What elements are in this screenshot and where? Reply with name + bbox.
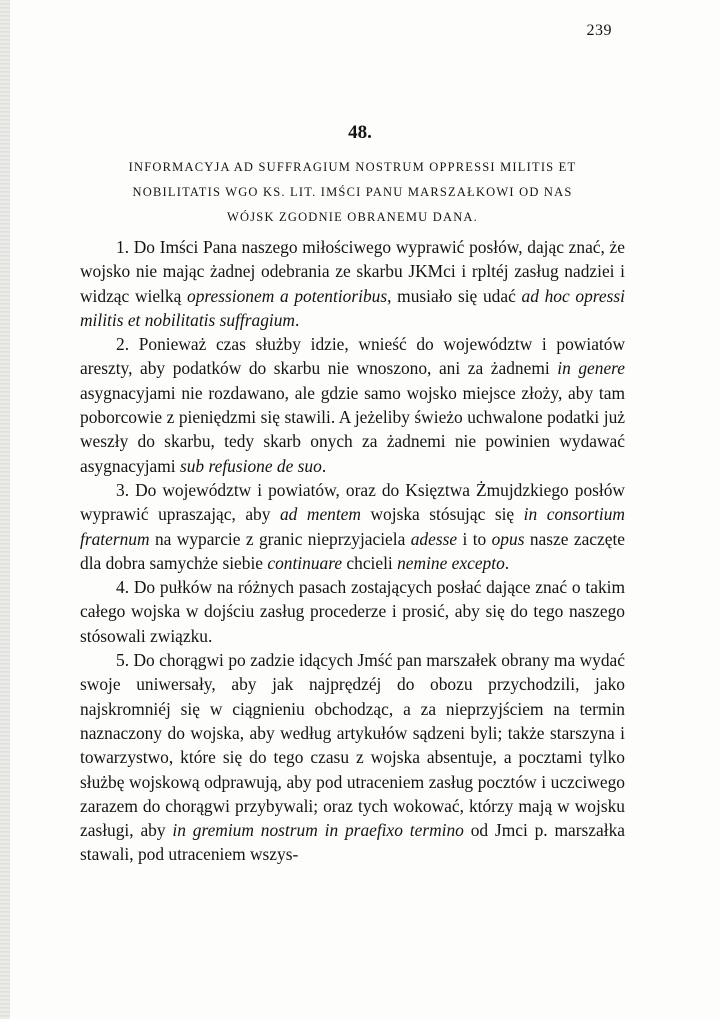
text-segment: . <box>321 455 327 476</box>
latin-phrase: continuare <box>267 552 343 573</box>
text-segment: 2. Ponieważ czas służby idzie, wnieść do województw i powiatów areszty, aby podatków do skarbu nie wnoszono, ani za żadnemi <box>80 334 625 379</box>
latin-phrase: in gremium nostrum in praefixo termino <box>172 820 464 841</box>
latin-phrase: in genere <box>557 358 626 379</box>
text-segment: 5. Do chorągwi po zadzie idących Jmść pan marszałek obrany ma wydać swoje uniwersały, aby jak najprędzéj do obozu przychodzili, jako najskromniéj się w ciągnieniu obchodząc, a za nieprzyjściem na termin naznaczony do wojska, aby według artykułów sądzeni byli; także starszyna i towarzystwo, które się do tego czasu z wojska absentuje, a pocztami tylko służbę wojskową odprawują, aby pod utraceniem zasług pocztów i uczciwego zarazem do chorągwi przybywali; oraz tych wokować, którzy mają w wojsku zasługi, aby <box>80 650 625 841</box>
paragraph-1 <box>80 235 625 332</box>
page-binding-edge <box>0 0 10 1019</box>
text-segment: nasze zaczęte dla dobra samychże siebie <box>80 528 625 573</box>
heading-line: WÓJSK ZGODNIE OBRANEMU DANA. <box>227 210 478 224</box>
latin-phrase: nemine excepto <box>397 552 505 573</box>
latin-phrase: ad mentem <box>279 504 361 525</box>
text-segment: od Jmci p. marszałka stawali, pod utraceniem wszys- <box>80 820 625 865</box>
paragraph-2 <box>80 332 625 478</box>
document-heading <box>80 155 625 230</box>
latin-phrase: adesse <box>410 528 458 549</box>
paragraph-5 <box>80 648 625 867</box>
page-number: 239 <box>586 22 612 39</box>
latin-phrase: ad hoc opressi militis et nobilitatis suffragium <box>80 285 626 330</box>
text-segment: , musiało się udać <box>387 285 522 306</box>
latin-phrase: opressionem a potentioribus <box>187 285 388 306</box>
document-body <box>80 235 625 867</box>
text-segment: wojska stósując się <box>360 504 524 525</box>
heading-line: INFORMACYJA AD SUFFRAGIUM NOSTRUM OPPRESSI MILITIS ET <box>128 160 577 174</box>
text-segment: chcieli <box>342 552 398 573</box>
latin-phrase: in consortium fraternum <box>80 504 625 549</box>
text-segment: 1. Do Imści Pana naszego miłościwego wyprawić posłów, dając znać, że wojsko nie mając żadnej odebrania ze skarbu JKMci i rpltéj zasług nadziei i widząc wielką <box>80 237 625 306</box>
heading-line: NOBILITATIS WGO KS. LIT. IMŚCI PANU MARSZAŁKOWI OD NAS <box>132 185 573 199</box>
paragraph-3 <box>80 478 625 575</box>
latin-phrase: sub refusione de suo <box>179 455 322 476</box>
text-segment: . <box>504 552 510 573</box>
text-segment: . <box>295 309 300 330</box>
text-segment: na wyparcie z granic nieprzyjaciela <box>149 528 411 549</box>
text-segment: 4. Do pułków na różnych pasach zostających posłać dające znać o takim całego wojska w dojściu zasług procederze i prosić, aby się do tego naszego stósowali związku. <box>80 577 625 646</box>
text-segment: asygnacyjami nie rozdawano, ale gdzie samo wojsko miejsce złoży, aby tam poborcowie z pieniędzmi się stawili. A jeżeliby świeżo uchwalone podatki już weszły do skarbu, tedy skarb onych za żadnemi nie powinien wydawać asygnacyjami <box>80 382 625 476</box>
latin-phrase: opus <box>491 528 525 549</box>
paragraph-4 <box>80 575 625 648</box>
text-segment: i to <box>457 528 492 549</box>
text-segment: 3. Do województw i powiatów, oraz do Księztwa Żmujdzkiego posłów wyprawić upraszając, aby <box>80 479 625 525</box>
document-number: 48. <box>348 122 372 143</box>
